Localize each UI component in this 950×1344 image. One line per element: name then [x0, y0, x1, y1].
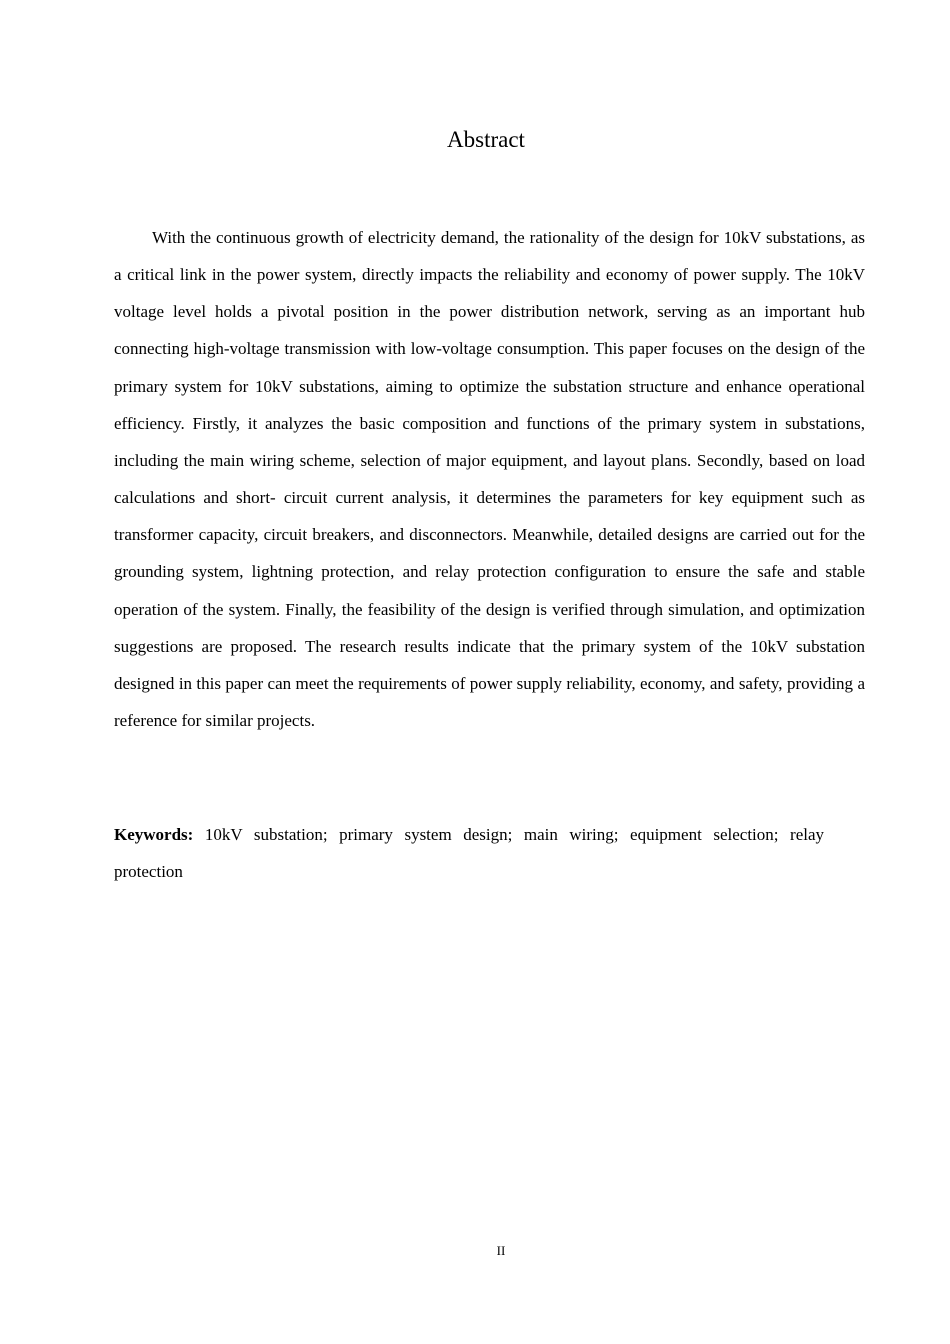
- abstract-body: With the continuous growth of electricity demand, the rationality of the design for 10kV substations, as a critical link in the power system, directly impacts the reliability and economy of power supply. The 10kV voltage level holds a pivotal position in the power distribution network, serving as an important hub connecting high-voltage transmission with low-voltage consumption. This paper focuses on the design of the primary system for 10kV substations, aiming to optimize the substation structure and enhance operational efficiency. Firstly, it analyzes the basic composition and functions of the primary system in substations, including the main wiring scheme, selection of major equipment, and layout plans. Secondly, based on load calculations and short- circuit current analysis, it determines the parameters for key equipment such as transformer capacity, circuit breakers, and disconnectors. Meanwhile, detailed designs are carried out for the grounding system, lightning protection, and relay protection configuration to ensure the safe and stable operation of the system. Finally, the feasibility of the design is verified through simulation, and optimization suggestions are proposed. The research results indicate that the primary system of the 10kV substation designed in this paper can meet the requirements of power supply reliability, economy, and safety, providing a reference for similar projects.: [114, 228, 865, 731]
- keywords-text: 10kV substation; primary system design; main wiring; equipment selection; relay protection: [114, 825, 825, 881]
- abstract-title: Abstract: [447, 127, 525, 152]
- keywords-label: Keywords:: [114, 825, 194, 844]
- keywords-paragraph: [114, 816, 824, 890]
- page-number: II: [496, 1243, 506, 1258]
